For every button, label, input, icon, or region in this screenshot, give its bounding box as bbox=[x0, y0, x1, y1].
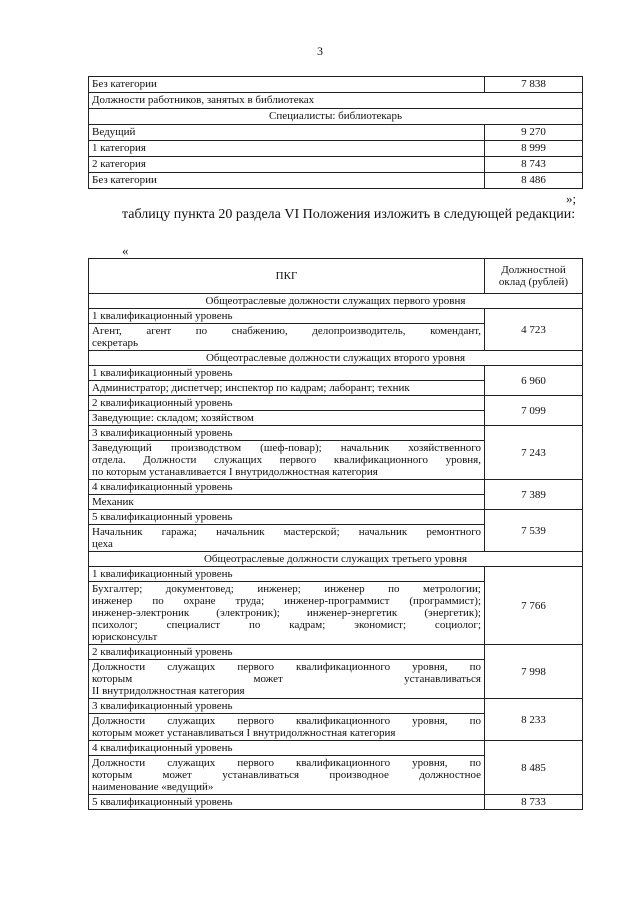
salary-value: 8 485 bbox=[485, 741, 583, 795]
opening-quote: « bbox=[122, 243, 129, 258]
positions-line: Заведующие: складом; хозяйством bbox=[92, 412, 254, 424]
level-title: 3 квалификационный уровень bbox=[89, 699, 485, 714]
positions-line: Должности служащих первого квалификационного уровня, по bbox=[92, 757, 481, 769]
level-row bbox=[89, 699, 583, 714]
row-label: 1 категория bbox=[89, 141, 485, 157]
row-label: 2 категория bbox=[89, 157, 485, 173]
row-value: 8 743 bbox=[485, 157, 583, 173]
table-row bbox=[89, 173, 583, 189]
salary-value: 7 099 bbox=[485, 396, 583, 426]
row-label: Без категории bbox=[89, 173, 485, 189]
positions-line: инженер-электроник (электроник); инженер-энергетик (энергетик); bbox=[92, 607, 481, 619]
level-title: 1 квалификационный уровень bbox=[89, 567, 485, 582]
table-row bbox=[89, 125, 583, 141]
level-title: 1 квалификационный уровень bbox=[89, 366, 485, 381]
pkg-table-body bbox=[89, 259, 583, 810]
group-title: Общеотраслевые должности служащих первого уровня bbox=[89, 294, 583, 309]
salary-value: 7 998 bbox=[485, 645, 583, 699]
salary-value: 4 723 bbox=[485, 309, 583, 351]
level-row bbox=[89, 741, 583, 756]
positions-line: цеха bbox=[92, 538, 113, 550]
salary-value: 7 766 bbox=[485, 567, 583, 645]
salary-value: 7 243 bbox=[485, 426, 583, 480]
positions-line: Должности служащих первого квалификационного уровня, по bbox=[92, 715, 481, 727]
positions-line: Бухгалтер; документовед; инженер; инженер по метрологии; bbox=[92, 583, 481, 595]
level-title: 2 квалификационный уровень bbox=[89, 396, 485, 411]
positions-line: Администратор; диспетчер; инспектор по кадрам; лаборант; техник bbox=[92, 382, 410, 394]
group-title: Общеотраслевые должности служащих второго уровня bbox=[89, 351, 583, 366]
level-row bbox=[89, 567, 583, 582]
positions-line: по которым устанавливается I внутридолжностная категория bbox=[92, 466, 378, 478]
salary-value: 6 960 bbox=[485, 366, 583, 396]
level-title: 2 квалификационный уровень bbox=[89, 645, 485, 660]
group-title: Общеотраслевые должности служащих третьего уровня bbox=[89, 552, 583, 567]
positions-line: которым может устанавливаться I внутридолжностная категория bbox=[92, 727, 396, 739]
row-value: 7 838 bbox=[485, 77, 583, 93]
positions-line: которым может устанавливаться bbox=[92, 673, 481, 685]
positions-line: юрисконсульт bbox=[92, 631, 158, 643]
table-row bbox=[89, 93, 583, 109]
level-title: 4 квалификационный уровень bbox=[89, 480, 485, 495]
group-title-row bbox=[89, 552, 583, 567]
level-row bbox=[89, 426, 583, 441]
header-salary-line1: Должностной bbox=[501, 264, 566, 276]
paragraph-text: таблицу пункта 20 раздела VI Положения изложить в следующей редакции: bbox=[122, 207, 576, 222]
level-title: 1 квалификационный уровень bbox=[89, 309, 485, 324]
page-number: 3 bbox=[317, 44, 323, 58]
salary-value: 7 389 bbox=[485, 480, 583, 510]
table-row bbox=[89, 109, 583, 125]
positions-line: Механик bbox=[92, 496, 134, 508]
positions-line: наименование «ведущий» bbox=[92, 781, 214, 793]
row-label: Ведущий bbox=[89, 125, 485, 141]
subsection-title: Специалисты: библиотекарь bbox=[89, 109, 583, 125]
level-row bbox=[89, 366, 583, 381]
header-salary bbox=[485, 259, 583, 294]
table-row bbox=[89, 157, 583, 173]
positions-list bbox=[89, 660, 485, 699]
positions-list bbox=[89, 525, 485, 552]
positions-line: Должности служащих первого квалификационного уровня, по bbox=[92, 661, 481, 673]
positions-line: Заведующий производством (шеф-повар); начальник хозяйственного bbox=[92, 442, 481, 454]
row-value: 9 270 bbox=[485, 125, 583, 141]
table-header-row bbox=[89, 259, 583, 294]
table-row bbox=[89, 141, 583, 157]
level-title: 4 квалификационный уровень bbox=[89, 741, 485, 756]
body-paragraph bbox=[88, 206, 582, 224]
header-salary-line2: оклад (рублей) bbox=[498, 276, 569, 288]
positions-line: секретарь bbox=[92, 337, 138, 349]
positions-line: отдела. Должности служащих первого квалификационного уровня, bbox=[92, 454, 481, 466]
library-salary-table bbox=[88, 76, 583, 189]
positions-list bbox=[89, 324, 485, 351]
level-row bbox=[89, 510, 583, 525]
level-title: 3 квалификационный уровень bbox=[89, 426, 485, 441]
salary-value: 8 733 bbox=[485, 795, 583, 810]
closing-quote: »; bbox=[566, 191, 577, 206]
level-title: 5 квалификационный уровень bbox=[89, 510, 485, 525]
row-value: 8 999 bbox=[485, 141, 583, 157]
positions-line: психолог; специалист по кадрам; экономист; социолог; bbox=[92, 619, 481, 631]
section-title: Должности работников, занятых в библиотеках bbox=[89, 93, 583, 109]
row-label: Без категории bbox=[89, 77, 485, 93]
row-value: 8 486 bbox=[485, 173, 583, 189]
positions-list bbox=[89, 411, 485, 426]
positions-line: которым может устанавливаться производное должностное bbox=[92, 769, 481, 781]
group-title-row bbox=[89, 294, 583, 309]
positions-line: Начальник гаража; начальник мастерской; начальник ремонтного bbox=[92, 526, 481, 538]
salary-value: 8 233 bbox=[485, 699, 583, 741]
table-row bbox=[89, 77, 583, 93]
level-row bbox=[89, 309, 583, 324]
positions-list bbox=[89, 495, 485, 510]
positions-line: инженер по охране труда; инженер-программист (программист); bbox=[92, 595, 481, 607]
header-pkg: ПКГ bbox=[89, 259, 485, 294]
pkg-salary-table bbox=[88, 258, 583, 810]
positions-list bbox=[89, 756, 485, 795]
salary-value: 7 539 bbox=[485, 510, 583, 552]
level-title: 5 квалификационный уровень bbox=[89, 795, 485, 810]
group-title-row bbox=[89, 351, 583, 366]
level-row bbox=[89, 480, 583, 495]
level-row bbox=[89, 396, 583, 411]
positions-list bbox=[89, 582, 485, 645]
positions-list bbox=[89, 381, 485, 396]
level-row bbox=[89, 645, 583, 660]
positions-line: II внутридолжностная категория bbox=[92, 685, 245, 697]
level-row bbox=[89, 795, 583, 810]
positions-list bbox=[89, 714, 485, 741]
positions-list bbox=[89, 441, 485, 480]
positions-line: Агент, агент по снабжению, делопроизводитель, комендант, bbox=[92, 325, 481, 337]
